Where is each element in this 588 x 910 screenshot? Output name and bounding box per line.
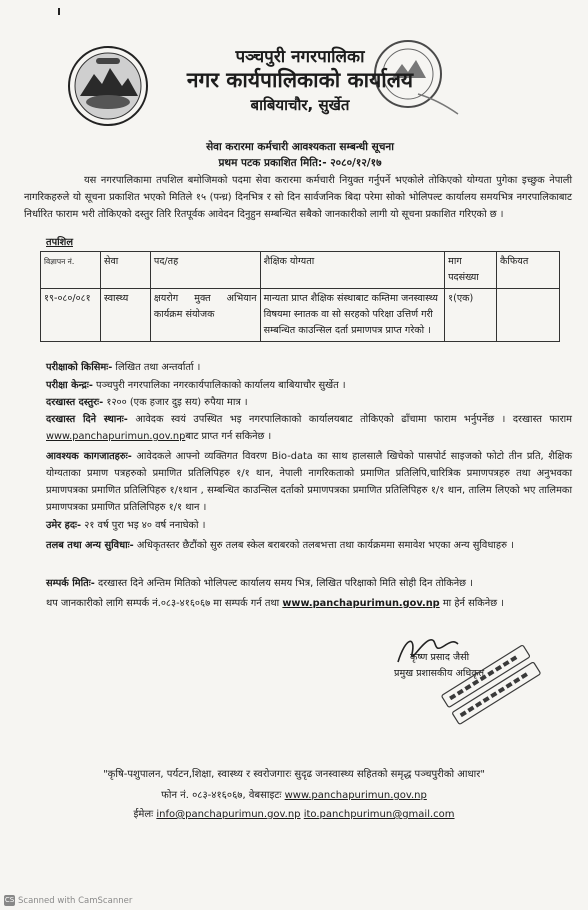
required-documents: [46, 448, 572, 516]
cell-service: स्वास्थ्य: [100, 289, 150, 342]
intro-paragraph: यस नगरपालिकामा तपशिल बमोजिमको पदमा सेवा करारमा कर्मचारी नियुक्त गर्नुपर्ने भएकोले तोकिएको योग्यता पुगेका इच्छुक नेपाली नागरिकहरुले यो सूचना प्रकाशित भएको मितिले १५ (पन्ध्र) दिनभित्र र सो दिन सार्वजनिक बिदा परेमा सोको भोलिपल्ट कार्यालय समयभित्र नगरपालिकाबाट निर्धारित फाराम भरी तोकिएको दस्तुर तिरि रितपूर्वक आवेदन दिनुहुन सम्बन्धित सबैको जानकारीको लागी यो सूचना प्रकाशित गरिएको छ ।: [24, 175, 572, 220]
publish-date: प्रथम पटक प्रकाशित मिति:- २०८०/१२/१७: [218, 157, 382, 169]
footer-phone: फोन नं. ०८३-४१६०६७, वेबसाइटः: [161, 790, 282, 801]
table-label: तपशिल: [46, 237, 73, 248]
punch-mark: [58, 8, 60, 15]
exam-center: [46, 377, 572, 394]
salary-value: अधिकृतस्तर छैटौंको सुरु तलब स्केल बराबरको तलबभत्ता तथा कार्यक्रममा समावेश भएका अन्य सुविधाहरु ।: [136, 540, 514, 551]
footer-website-link[interactable]: www.panchapurimun.gov.np: [284, 790, 427, 801]
footer-slogan: "कृषि-पशुपालन, पर्यटन,शिक्षा, स्वास्थ्य र स्वरोजगारः सुदृढ जनस्वास्थ्य सहितको समृद्ध पञ्चपुरीको आधार": [103, 769, 485, 780]
fee-label: दरखास्त दस्तुरः-: [46, 397, 104, 408]
contact-date: [46, 575, 572, 592]
submit-text: आवेदक स्वयं उपस्थित भइ नगरपालिकाको कार्यालयबाट तोकिएको ढाँचामा फाराम भर्नुपर्नेछ । दरखास्त फाराम: [135, 414, 572, 425]
contact-date-label: सम्पर्क मितिः-: [46, 578, 95, 589]
application-fee: [46, 394, 572, 411]
age-value: २१ वर्ष पुरा भइ ४० वर्ष ननाघेको ।: [84, 520, 206, 531]
exam-type: [46, 359, 572, 376]
more-info-end: मा हेर्न सकिनेछ ।: [442, 598, 504, 609]
camscanner-watermark: [4, 895, 132, 906]
col-post: पद/तह: [150, 252, 260, 289]
table-row: [41, 289, 560, 342]
office-location: बाबियाचौर, सुर्खेत: [250, 96, 350, 114]
salary-label: तलब तथा अन्य सुविधाः-: [46, 540, 134, 551]
footer-email-link-2[interactable]: ito.panchpurimun@gmail.com: [303, 809, 455, 820]
col-qualification: शैक्षिक योग्यता: [260, 252, 444, 289]
salary-facilities: [46, 537, 572, 554]
camscanner-logo-icon: CS: [4, 896, 15, 904]
submit-label: दरखास्त दिने स्थानः-: [46, 414, 128, 425]
cell-demand: १(एक): [445, 289, 497, 342]
submit-text-end: बाट प्राप्त गर्न सकिनेछ ।: [185, 431, 272, 442]
exam-type-label: परीक्षाको किसिमः-: [46, 362, 113, 373]
submit-website-link[interactable]: www.panchapurimun.gov.np: [46, 431, 186, 442]
notice-title: सेवा करारमा कर्मचारी आवश्यकता सम्बन्धी सूचना: [206, 141, 394, 153]
cell-post: क्षयरोग मुक्त अभियान कार्यक्रम संयोजक: [150, 289, 260, 342]
office-name: नगर कार्यपालिकाको कार्यालय: [186, 68, 414, 92]
docs-value: आवेदकले आफ्नो व्यक्तिगत विवरण Bio-data का साथ हालसालै खिचेको पासपोर्ट साइजको फोटो तीन प्रति, शैक्षिक योग्यताका प्रमाण पत्रहरुको प्रमाणित प्रतिलिपिहरु १/१ थान, नेपाली नागरिकताको प्रमाणित प्रतिलिपि,चारित्रिक प्रमाणपत्रहरु तथा अनुभवका प्रमाणपत्रका प्रमाणित प्रतिलिपिहरु १/१थान , सम्बन्धित काउन्सिल दर्ताको प्रमाणपत्रका प्रमाणित प्रतिलिपिहरु १/१ थान, तालिम लिएको भए तालिमका प्रमाणपत्रका प्रमाणित प्रतिलिपिहरु १/१ थान ।: [46, 451, 572, 513]
col-remarks: कैफियत: [497, 252, 560, 289]
cell-remarks: [497, 289, 560, 342]
more-info-text: थप जानकारीको लागि सम्पर्क नं.०८३-४१६०६७ मा सम्पर्क गर्न तथा: [46, 598, 280, 609]
municipality-name: पञ्चपुरी नगरपालिका: [235, 47, 365, 67]
contact-date-value: दरखास्त दिने अन्तिम मितिको भोलिपल्ट कार्यालय समय भित्र, लिखित परिक्षाको मिति सोही दिन तोकिनेछ ।: [97, 578, 473, 589]
col-service: सेवा: [100, 252, 150, 289]
footer-email-label: ईमेलः: [133, 809, 154, 820]
cell-ad-no: १९-०८०/०८१: [41, 289, 101, 342]
more-info-website-link[interactable]: www.panchapurimun.gov.np: [282, 598, 440, 609]
exam-type-value: लिखित तथा अन्तर्वार्ता ।: [115, 362, 201, 373]
docs-label: आवश्यक कागजातहरुः-: [46, 451, 132, 462]
vacancy-table: [40, 251, 560, 342]
signatory-name: कृष्ण प्रसाद जैसी: [410, 652, 470, 663]
table-header-row: [41, 252, 560, 289]
officer-rubber-stamp: [436, 638, 548, 742]
footer-contact: [60, 787, 528, 801]
nepal-emblem-icon: [66, 44, 150, 128]
more-info: [46, 595, 572, 612]
exam-center-label: परीक्षा केन्द्रः-: [46, 380, 93, 391]
col-demand: माग पदसंख्या: [445, 252, 497, 289]
signatory-title: प्रमुख प्रशासकीय अधिकृत: [394, 668, 485, 679]
footer-email: [60, 806, 528, 820]
age-label: उमेर हदः-: [46, 520, 82, 531]
watermark-text: Scanned with CamScanner: [18, 895, 133, 906]
footer-email-link-1[interactable]: info@panchapurimun.gov.np: [156, 809, 301, 820]
cell-qualification: मान्यता प्राप्त शैक्षिक संस्थाबाट कम्तिमा जनस्वास्थ्य विषयमा स्नातक वा सो सरहको परिक्षा उत्तिर्ण गरी सम्बन्धित काउन्सिल दर्ता प्रमाणपत्र प्राप्त गरेको ।: [260, 289, 444, 342]
col-ad-no: विज्ञापन नं.: [41, 252, 101, 289]
submission-place: [46, 411, 572, 445]
exam-center-value: पञ्चपुरी नगरपालिका नगरकार्यपालिकाको कार्यालय बाबियाचौर सुर्खेत ।: [96, 380, 346, 391]
age-limit: [46, 517, 572, 534]
fee-value: १२०० (एक हजार दुइ सय) रुपैया मात्र ।: [106, 397, 248, 408]
